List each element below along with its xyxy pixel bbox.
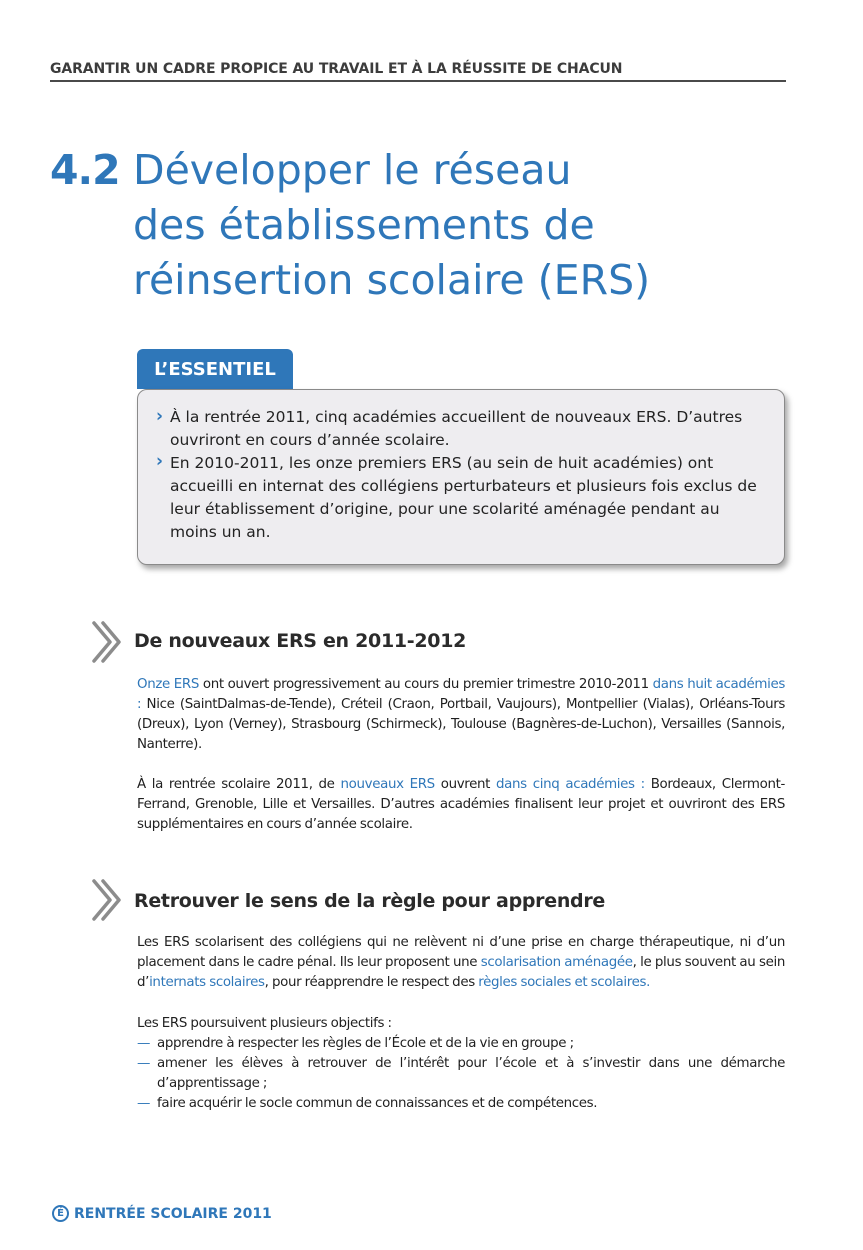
section-heading-line: réinsertion scolaire (ERS) (133, 256, 651, 304)
dash-marker: — (137, 1096, 151, 1111)
section-heading-line: des établissements de (133, 201, 595, 249)
paragraph-text: À la rentrée scolaire 2011, de (137, 777, 341, 792)
running-header: GARANTIR UN CADRE PROPICE AU TRAVAIL ET À LA RÉUSSITE DE CHACUN (50, 61, 786, 82)
list-item (137, 1054, 785, 1094)
objectives-block (137, 1014, 785, 1114)
list-item-text: apprendre à respecter les règles de l’École et de la vie en groupe ; (157, 1036, 574, 1051)
paragraph (137, 675, 785, 755)
highlight-text: dans cinq académies : (496, 777, 645, 792)
subsection-heading: De nouveaux ERS en 2011-2012 (134, 630, 467, 652)
highlight-text: scolarisation aménagée (480, 955, 633, 970)
double-chevron-icon (90, 619, 126, 665)
highlight-text: nouveaux ERS (340, 777, 435, 792)
list-item-text: faire acquérir le socle commun de connaissances et de compétences. (157, 1096, 598, 1111)
section-heading-line: Développer le réseau (133, 146, 572, 194)
education-logo-icon: É (52, 1205, 69, 1222)
paragraph-text: Bordeaux, Clermont-Ferrand, Grenoble, Lille et Versailles. D’autres académies finalisent leur projet et ouvriront des ERS supplémentaires en cours d’année scolaire. (137, 777, 785, 832)
highlight-text: internats scolaires (149, 975, 265, 990)
list-item (137, 1034, 785, 1054)
chevron-right-icon: › (156, 450, 164, 472)
paragraph-text: Nice (SaintDalmas-de-Tende), Créteil (Craon, Portbail, Vaujours), Montpellier (Vialas), Orléans-Tours (Dreux), Lyon (Verney), Strasbourg (Schirmeck), Toulouse (Bagnères-de-Luchon), Versailles (Sannois, Nanterre). (137, 697, 785, 752)
essentiel-bullet (156, 406, 764, 452)
double-chevron-icon (90, 877, 126, 923)
highlight-text: dans huit académies : (137, 677, 786, 712)
paragraph-text: ouvrent (434, 777, 497, 792)
section-heading (133, 143, 650, 308)
paragraph-text: Les ERS scolarisent des collégiens qui ne relèvent ni d’une prise en charge thérapeutique, ni d’un placement dans le cadre pénal. Ils leur proposent une (137, 935, 785, 970)
paragraph-text: , le plus souvent au sein d’ (137, 955, 785, 990)
highlight-text: règles sociales et scolaires. (478, 975, 650, 990)
paragraph (137, 775, 785, 835)
section-number: 4.2 (50, 146, 120, 194)
objectives-intro: Les ERS poursuivent plusieurs objectifs : (137, 1016, 392, 1031)
chevron-right-icon: › (156, 405, 164, 427)
paragraph-text: , pour réapprendre le respect des (264, 975, 479, 990)
list-item-text: amener les élèves à retrouver de l’intérêt pour l’école et à s’investir dans une démarche d’apprentissage ; (157, 1056, 785, 1091)
highlight-text: Onze ERS (137, 677, 199, 692)
paragraph (137, 933, 785, 993)
footer-label: RENTRÉE SCOLAIRE 2011 (74, 1205, 272, 1222)
essentiel-tab: L’ESSENTIEL (137, 349, 293, 389)
footer (52, 1205, 272, 1222)
essentiel-box (137, 389, 785, 565)
dash-marker: — (137, 1056, 151, 1071)
list-item (137, 1094, 785, 1114)
essentiel-bullet-text: En 2010-2011, les onze premiers ERS (au sein de huit académies) ont accueilli en internat des collégiens perturbateurs et plusieurs fois exclus de leur établissement d’origine, pour une scolarité aménagée pendant au moins un an. (170, 454, 757, 541)
subsection-heading: Retrouver le sens de la règle pour apprendre (134, 890, 606, 912)
essentiel-bullet-text: À la rentrée 2011, cinq académies accueillent de nouveaux ERS. D’autres ouvriront en cours d’année scolaire. (170, 408, 743, 449)
essentiel-bullet (156, 452, 764, 544)
paragraph-text: ont ouvert progressivement au cours du premier trimestre 2010-2011 (198, 677, 653, 692)
dash-marker: — (137, 1036, 151, 1051)
